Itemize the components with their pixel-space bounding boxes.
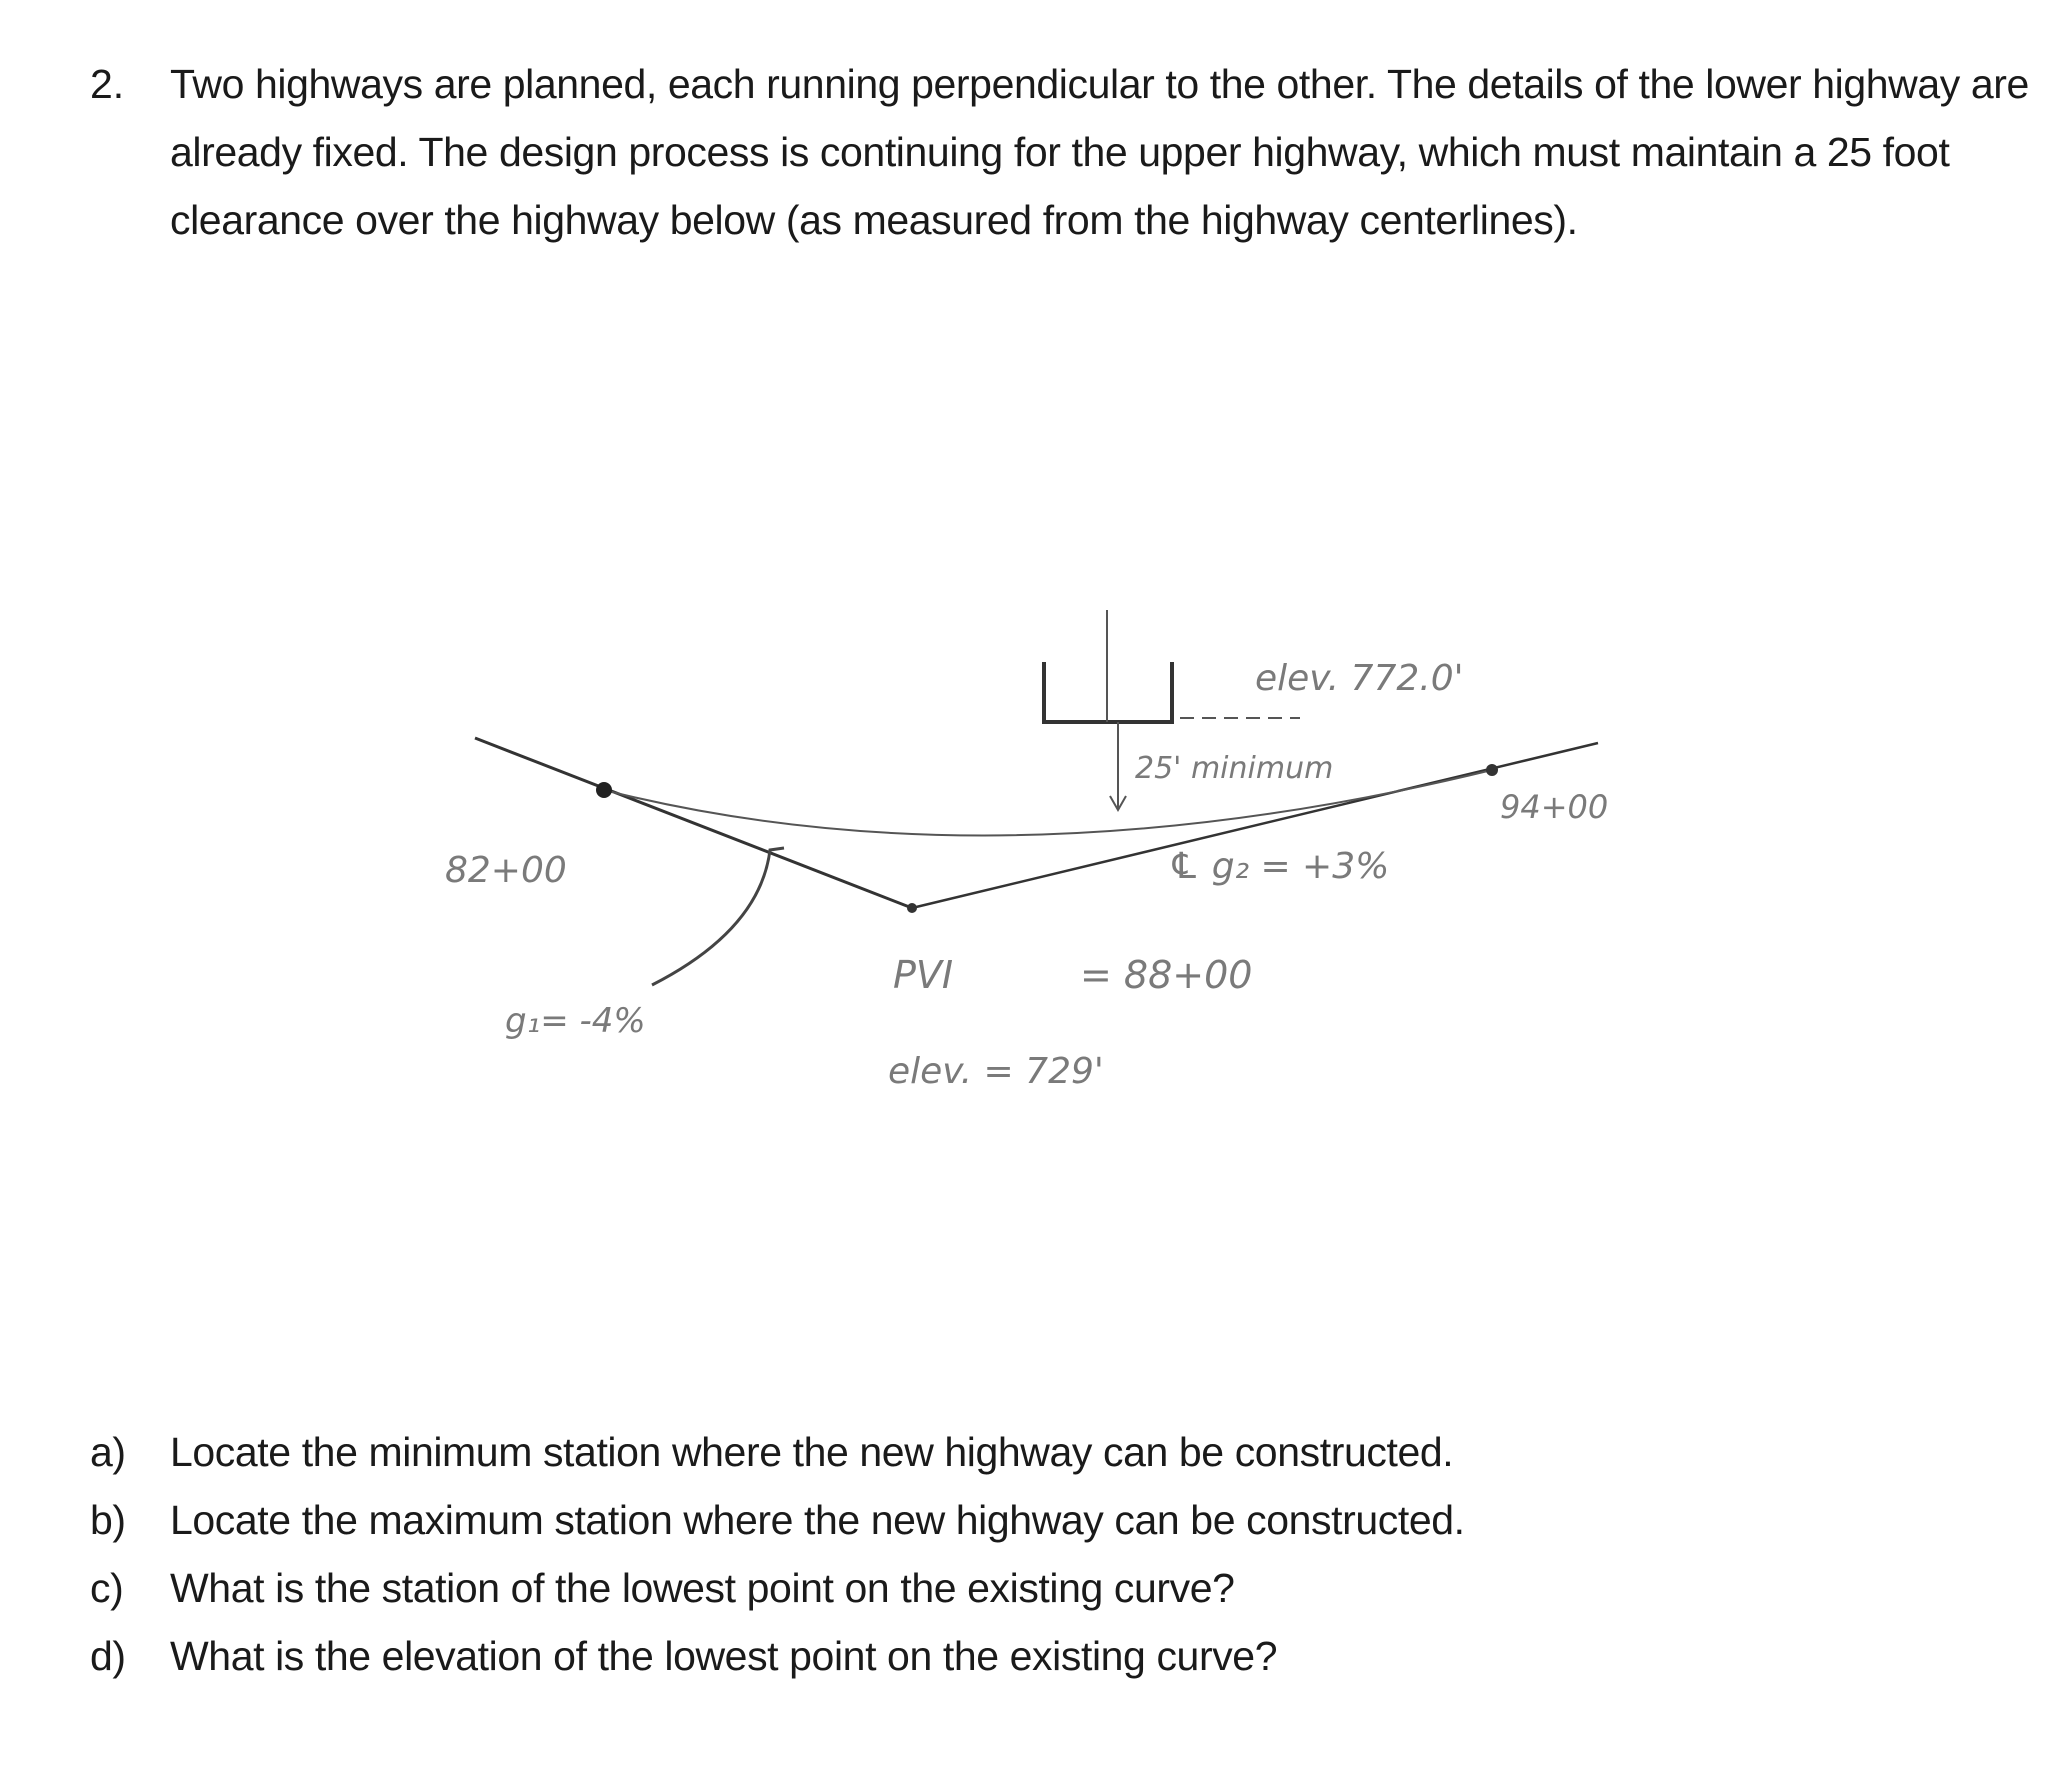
grade-out-label: ℄ g₂ = +3% [1168, 846, 1390, 887]
question-marker: c) [90, 1565, 124, 1611]
pvi-point [907, 903, 917, 913]
grade-leader [652, 848, 784, 985]
question-list [90, 1418, 1990, 1690]
question-text: Locate the minimum station where the new highway can be constructed. [170, 1429, 1454, 1475]
question-marker: d) [90, 1633, 126, 1679]
pvi-label: PVI [893, 953, 954, 997]
station-start-label: 82+00 [445, 850, 567, 891]
vertical-curve [604, 770, 1492, 835]
question-text: What is the station of the lowest point on the existing curve? [170, 1565, 1235, 1611]
question-b [90, 1486, 1990, 1554]
question-text: What is the elevation of the lowest point on the existing curve? [170, 1633, 1278, 1679]
problem-text: Two highways are planned, each running perpendicular to the other. The details of the lower highway are already fixed. The design process is continuing for the upper highway, which must maintain a 25 foot clearance over the highway below (as measured from the highway centerlines). [170, 61, 2029, 243]
question-a [90, 1418, 1990, 1486]
question-marker: a) [90, 1429, 126, 1475]
question-c [90, 1554, 1990, 1622]
evc-point [1486, 764, 1498, 776]
grade-in-label: g₁= -4% [505, 1001, 646, 1041]
pvi-elevation-label: elev. = 729' [888, 1051, 1104, 1092]
question-d [90, 1622, 1990, 1690]
clearance-label: 25' minimum [1135, 751, 1334, 786]
question-marker: b) [90, 1497, 126, 1543]
station-end-label: 94+00 [1500, 788, 1609, 826]
upper-elevation-label: elev. 772.0' [1255, 658, 1464, 699]
pvi-station-label: = 88+00 [1080, 953, 1253, 997]
question-text: Locate the maximum station where the new highway can be constructed. [170, 1497, 1465, 1543]
bvc-point [596, 782, 612, 798]
problem-number: 2. [90, 61, 125, 107]
